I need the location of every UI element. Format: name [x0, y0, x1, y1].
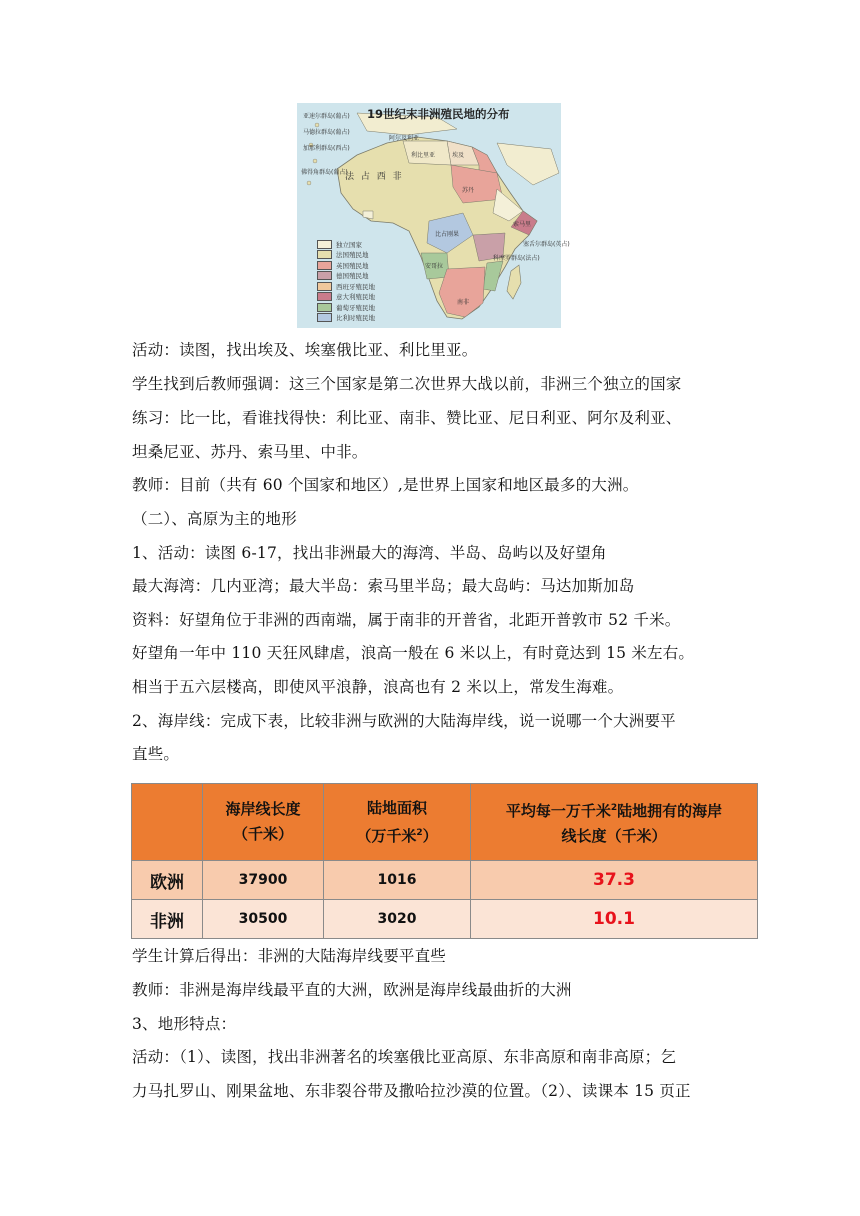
table-header-cell	[324, 784, 471, 861]
table-header-cell	[471, 784, 758, 861]
table-header-cell	[203, 784, 324, 861]
legend-item	[317, 260, 427, 271]
legend-label: 独立国家	[336, 240, 362, 249]
legend-label: 英国殖民地	[336, 261, 369, 270]
legend-swatch	[317, 240, 332, 249]
paragraph-line: 练习：比一比，看谁找得快：利比亚、南非、赞比亚、尼日利亚、阿尔及利亚、	[132, 409, 682, 427]
coastline-table	[131, 783, 758, 939]
map-country-label: 索马里	[513, 221, 532, 228]
paragraph-line: 2、海岸线：完成下表，比较非洲与欧洲的大陆海岸线，说一说哪一个大洲要平	[132, 712, 676, 730]
map-country-label: 阿尔及利亚	[389, 135, 420, 142]
paragraph-line: 资料：好望角位于非洲的西南端，属于南非的开普省，北距开普敦市 52 千米。	[132, 611, 681, 629]
map-country-label: 埃及	[452, 152, 465, 159]
area-cell: 1016	[324, 861, 471, 900]
legend-swatch	[317, 271, 332, 280]
table-row	[132, 900, 758, 939]
map-country-label: 苏丹	[462, 187, 475, 194]
map-island-label: 塞舌尔群岛(英占)	[523, 241, 570, 248]
map-country-label: 南非	[457, 299, 470, 306]
map-country-label: 利比里亚	[411, 152, 436, 159]
header-text: （万千米	[356, 826, 417, 845]
table-header-row	[132, 784, 758, 861]
legend-item	[317, 313, 427, 324]
legend-swatch	[317, 250, 332, 259]
header-text: 平均每一万千米	[505, 801, 611, 820]
paragraph-line: 3、地形特点：	[132, 1015, 237, 1033]
legend-label: 意大利殖民地	[336, 293, 375, 302]
legend-label: 西班牙殖民地	[336, 282, 375, 291]
legend-swatch	[317, 303, 332, 312]
table-header-empty	[132, 784, 203, 861]
ratio-cell: 37.3	[471, 861, 758, 900]
map-island-label: 马德拉群岛(葡占)	[303, 129, 350, 136]
map-island-label: 佛得角群岛(葡占)	[301, 169, 348, 176]
map-region-label: 法 占 西 非	[345, 172, 404, 182]
paragraph-line: 学生找到后教师强调：这三个国家是第二次世界大战以前，非洲三个独立的国家	[132, 375, 682, 393]
paragraph-line: 直些。	[132, 745, 180, 763]
paragraph-line: 教师：目前（共有 60 个国家和地区）,是世界上国家和地区最多的大洲。	[132, 476, 639, 494]
paragraph-line: 最大海湾：几内亚湾；最大半岛：索马里半岛；最大岛屿：马达加斯加岛	[132, 577, 635, 595]
legend-swatch	[317, 282, 332, 291]
legend-item	[317, 271, 427, 282]
paragraph-line: 相当于五六层楼高，即使风平浪静，浪高也有 2 米以上，常发生海难。	[132, 678, 624, 696]
legend-swatch	[317, 261, 332, 270]
header-text: （千米）	[232, 825, 293, 843]
legend-swatch	[317, 292, 332, 301]
row-label: 非洲	[132, 900, 203, 939]
map-island-label: 加那利群岛(西占)	[303, 145, 350, 152]
legend-item	[317, 302, 427, 313]
ratio-cell: 10.1	[471, 900, 758, 939]
legend-label: 德国殖民地	[336, 272, 369, 281]
legend-swatch	[317, 313, 332, 322]
paragraph-line: 力马扎罗山、刚果盆地、东非裂谷带及撒哈拉沙漠的位置。（2）、读课本 15 页正	[132, 1082, 691, 1100]
paragraph-line: 学生计算后得出：非洲的大陆海岸线要平直些	[132, 947, 447, 965]
legend-item	[317, 250, 427, 261]
legend-label: 法国殖民地	[336, 251, 369, 260]
header-text: 线长度（千米）	[561, 826, 667, 845]
legend-item	[317, 239, 427, 250]
paragraph-line: 活动：（1）、读图，找出非洲著名的埃塞俄比亚高原、东非高原和南非高原；乞	[132, 1048, 677, 1066]
header-text: 陆地面积	[366, 798, 427, 817]
legend-label: 比利时殖民地	[336, 314, 375, 323]
map-region-label: 比占刚果	[435, 231, 460, 238]
section-heading: （二）、高原为主的地形	[132, 510, 297, 528]
header-text: 海岸线长度	[225, 800, 301, 818]
map-country-label: 安哥拉	[425, 263, 444, 270]
legend-item	[317, 292, 427, 303]
paragraph-line: 教师：非洲是海岸线最平直的大洲，欧洲是海岸线最曲折的大洲	[132, 981, 572, 999]
coastline-cell: 30500	[203, 900, 324, 939]
paragraph-line: 活动：读图，找出埃及、埃塞俄比亚、利比里亚。	[132, 341, 478, 359]
header-text: 陆地拥有的海岸	[617, 801, 723, 820]
legend-item	[317, 281, 427, 292]
coastline-cell: 37900	[203, 861, 324, 900]
africa-colonial-map	[297, 103, 570, 328]
superscript: 2	[610, 802, 618, 813]
paragraph-line: 1、活动：读图 6-17，找出非洲最大的海湾、半岛、岛屿以及好望角	[132, 544, 607, 562]
table-row	[132, 861, 758, 900]
superscript: 2	[416, 827, 423, 838]
map-island-label: 科摩罗群岛(法占)	[493, 255, 540, 262]
area-cell: 3020	[324, 900, 471, 939]
legend-label: 葡萄牙殖民地	[336, 303, 375, 312]
map-island-label: 亚速尔群岛(葡占)	[303, 113, 350, 120]
map-title: 19世纪末非洲殖民地的分布	[367, 107, 510, 121]
header-text: ）	[422, 826, 438, 845]
map-legend	[317, 239, 427, 323]
row-label: 欧洲	[132, 861, 203, 900]
paragraph-line: 坦桑尼亚、苏丹、索马里、中非。	[132, 443, 368, 461]
paragraph-line: 好望角一年中 110 天狂风肆虐，浪高一般在 6 米以上，有时竟达到 15 米左右。	[132, 644, 695, 662]
